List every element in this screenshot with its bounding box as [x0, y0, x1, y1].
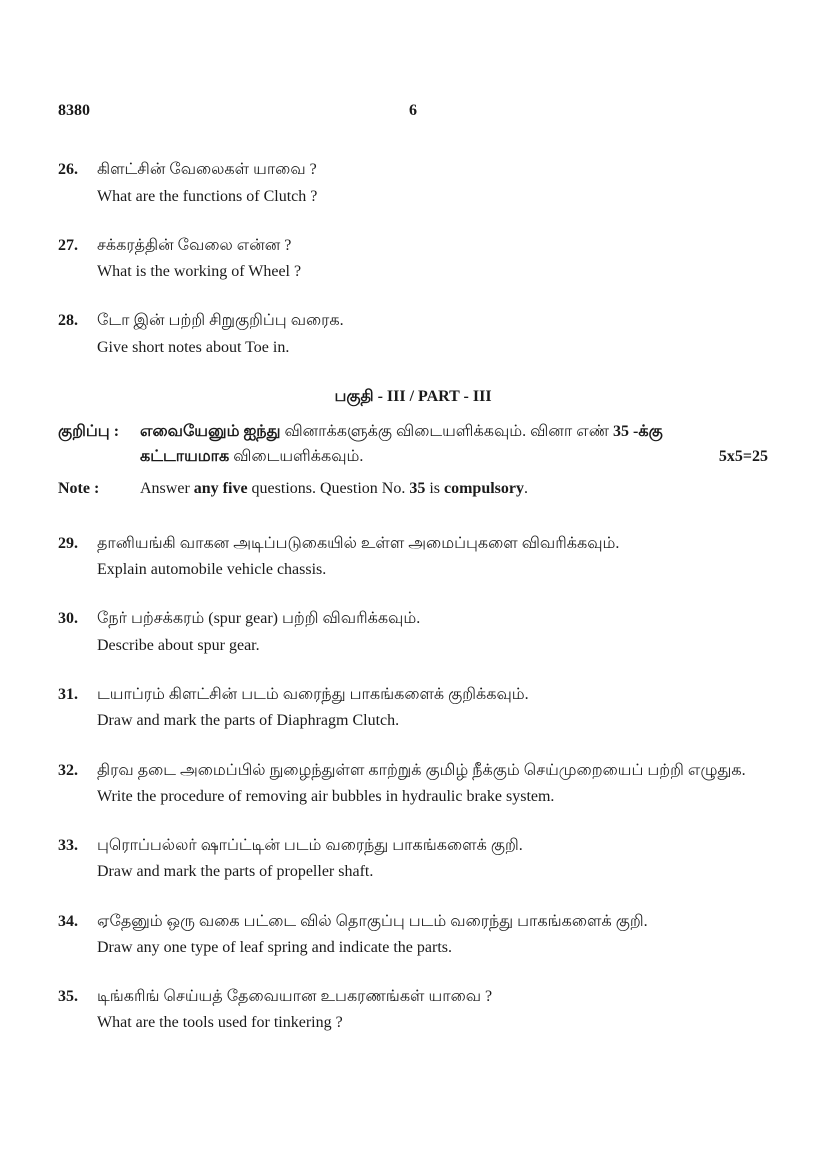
question-34 — [58, 909, 768, 961]
question-text-tamil: திரவ தடை அமைப்பில் நுழைந்துள்ள காற்றுக் குமிழ் நீக்கும் செய்முறையைப் பற்றி எழுதுக. — [97, 761, 746, 779]
question-text-tamil: புரொப்பல்லர் ஷாப்ட்டின் படம் வரைந்து பாகங்களைக் குறி. — [97, 837, 523, 855]
question-text-tamil: டயாப்ரம் கிளட்சின் படம் வரைந்து பாகங்களைக் குறிக்கவும். — [97, 685, 529, 703]
question-text-tamil: தானியங்கி வாகன அடிப்படுகையில் உள்ள அமைப்புகளை விவரிக்கவும். — [97, 534, 620, 552]
question-number: 30. — [58, 610, 78, 628]
note-text-4: . — [524, 479, 528, 497]
question-text-english: What are the tools used for tinkering ? — [97, 1014, 343, 1032]
question-text-tamil: டோ இன் பற்றி சிறுகுறிப்பு வரைக. — [97, 312, 344, 330]
instruction-bold-compulsory: கட்டாயமாக — [140, 448, 230, 466]
question-29 — [58, 531, 768, 583]
question-number: 32. — [58, 761, 78, 779]
question-text-tamil: டிங்கரிங் செய்யத் தேவையான உபகரணங்கள் யாவை ? — [97, 988, 493, 1006]
question-text-english: What is the working of Wheel ? — [97, 263, 302, 281]
question-body — [97, 682, 768, 734]
question-text-english: Describe about spur gear. — [97, 636, 260, 654]
question-33 — [58, 833, 768, 885]
question-text-english: Explain automobile vehicle chassis. — [97, 561, 327, 579]
question-body — [97, 606, 768, 658]
question-text-english: Draw any one type of leaf spring and indicate the parts. — [97, 938, 452, 956]
page-header — [58, 98, 768, 123]
question-text-english: Give short notes about Toe in. — [97, 338, 290, 356]
question-number: 29. — [58, 534, 78, 552]
note-bold-any-five: any five — [193, 479, 248, 497]
note-bold-35: 35 — [409, 479, 426, 497]
question-text-tamil: கிளட்சின் வேலைகள் யாவை ? — [97, 161, 317, 179]
instruction-bold-any-five: எவையேனும் ஐந்து — [140, 423, 281, 441]
question-body — [97, 833, 768, 885]
question-number: 35. — [58, 988, 78, 1006]
question-number: 31. — [58, 685, 78, 703]
question-body — [97, 531, 768, 583]
question-text-english: Draw and mark the parts of propeller shaft. — [97, 863, 374, 881]
question-number: 34. — [58, 912, 78, 930]
note-label: Note : — [58, 479, 100, 497]
question-number: 28. — [58, 312, 78, 330]
page-number: 6 — [409, 102, 417, 119]
note-text-1: Answer — [140, 479, 194, 497]
note-text-3: is — [425, 479, 444, 497]
question-35 — [58, 984, 768, 1036]
question-30 — [58, 606, 768, 658]
instruction-line-2 — [140, 444, 768, 469]
question-text-tamil: சக்கரத்தின் வேலை என்ன ? — [97, 236, 292, 254]
note-text-2: questions. Question No. — [247, 479, 410, 497]
paper-code: 8380 — [58, 102, 90, 119]
question-body — [97, 758, 768, 810]
marks-value: 5x5=25 — [718, 448, 768, 466]
instruction-english — [58, 476, 768, 501]
question-text-tamil: நேர் பற்சக்கரம் (spur gear) பற்றி விவரிக்கவும். — [97, 610, 421, 628]
question-31 — [58, 682, 768, 734]
question-text-english: Write the procedure of removing air bubbles in hydraulic brake system. — [97, 787, 555, 805]
question-28 — [58, 308, 768, 360]
question-32 — [58, 758, 768, 810]
question-body — [97, 157, 768, 209]
question-27 — [58, 233, 768, 285]
question-body — [97, 984, 768, 1036]
question-body — [97, 308, 768, 360]
question-number: 33. — [58, 837, 78, 855]
question-text-english: Draw and mark the parts of Diaphragm Clutch. — [97, 712, 400, 730]
question-text-english: What are the functions of Clutch ? — [97, 187, 318, 205]
question-number: 26. — [58, 161, 78, 179]
question-text-tamil: ஏதேனும் ஒரு வகை பட்டை வில் தொகுப்பு படம் வரைந்து பாகங்களைக் குறி. — [97, 912, 648, 930]
instruction-text-1: வினாக்களுக்கு விடையளிக்கவும். வினா எண் — [280, 423, 614, 441]
instruction-tamil — [58, 419, 768, 470]
instruction-line-2-text — [140, 444, 363, 469]
note-body — [140, 476, 768, 501]
question-26 — [58, 157, 768, 209]
question-body — [97, 909, 768, 961]
part-iii-heading: பகுதி - III / PART - III — [334, 387, 492, 405]
instruction-label-tamil: குறிப்பு : — [58, 423, 120, 441]
question-body — [97, 233, 768, 285]
instruction-text-2: விடையளிக்கவும். — [229, 448, 364, 466]
instruction-body-tamil — [140, 419, 768, 470]
instruction-bold-35: 35 -க்கு — [613, 423, 663, 441]
question-number: 27. — [58, 236, 78, 254]
instruction-line-1 — [140, 419, 768, 444]
note-bold-compulsory: compulsory — [444, 479, 524, 497]
